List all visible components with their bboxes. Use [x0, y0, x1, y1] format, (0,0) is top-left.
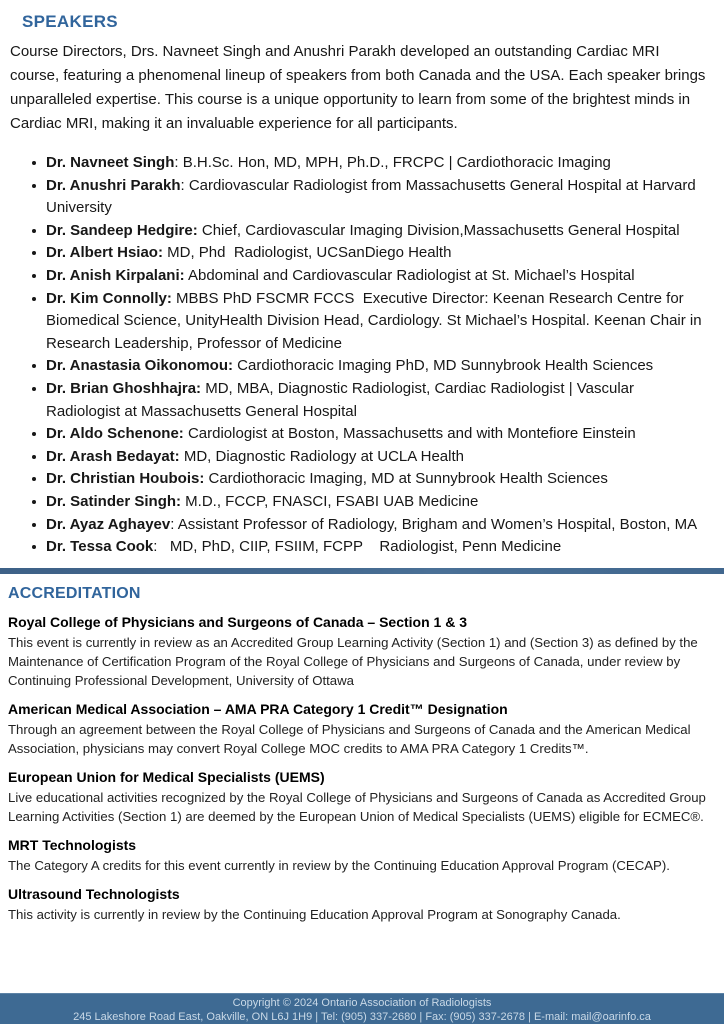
accreditation-ama: [8, 690, 716, 758]
footer-copyright: Copyright © 2024 Ontario Association of Radiologists: [232, 997, 492, 1009]
speaker-item: [30, 536, 702, 559]
accreditation-ultrasound: [8, 875, 716, 924]
speaker-item: [30, 446, 702, 469]
speaker-name: Dr. Kim Connolly:: [46, 289, 172, 307]
speaker-name: Dr. Ayaz Aghayev: [46, 515, 171, 533]
accreditation-body: Through an agreement between the Royal College of Physicians and Surgeons of Canada and the American Medical Association, physicians may convert Royal College MOC credits to AMA PRA Category 1 Credits™.: [8, 721, 691, 756]
speaker-desc: : Cardiovascular Radiologist from Massachusetts General Hospital at Harvard University: [46, 176, 700, 217]
speaker-item: [30, 288, 706, 356]
accreditation-body: The Category A credits for this event currently in review by the Continuing Education Approval Program (CECAP).: [8, 857, 670, 873]
speaker-desc: MD, Phd Radiologist, UCSanDiego Health: [162, 244, 452, 262]
speaker-name: Dr. Aldo Schenone:: [46, 425, 184, 443]
speakers-intro: Course Directors, Drs. Navneet Singh and Anushri Parakh developed an outstanding Cardiac MRI course, featuring a phenomenal lineup of speakers from both Canada and the USA. Each speaker brings unparalleled expertise. This course is a unique opportunity to learn from some of the brightest minds in Cardiac MRI, making it an invaluable experience for all participants.: [10, 43, 706, 132]
accreditation-subheading: MRT Technologists: [8, 836, 137, 853]
speakers-heading: SPEAKERS: [22, 12, 118, 31]
speaker-name: Dr. Christian Houbois:: [46, 470, 205, 488]
speaker-item: [30, 423, 702, 446]
footer-contact: 245 Lakeshore Road East, Oakville, ON L6J 1H9 | Tel: (905) 337-2680 | Fax: (905) 337-2678 | E-mail: mail@oarinfo.ca: [73, 1011, 651, 1023]
speaker-desc: : Assistant Professor of Radiology, Brigham and Women’s Hospital, Boston, MA: [170, 515, 698, 533]
speaker-desc: Cardiologist at Boston, Massachusetts and with Montefiore Einstein: [183, 425, 636, 443]
speaker-name: Dr. Anish Kirpalani:: [46, 266, 185, 284]
speaker-name: Dr. Anushri Parakh: [46, 176, 181, 194]
speaker-name: Dr. Satinder Singh:: [46, 492, 182, 510]
speaker-desc: MBBS PhD FSCMR FCCS Executive Director: Keenan Research Centre for Biomedical Science, UnityHealth Division Head, Cardiology. St Michael’s Hospital. Keenan Chair in Research Leadership, Professor of Medicine: [46, 289, 706, 352]
speaker-item: [30, 175, 702, 220]
speaker-item: [30, 220, 702, 243]
accreditation-body: This event is currently in review as an Accredited Group Learning Activity (Section 1) and (Section 3) as defined by the Maintenance of Certification Program of the Royal College of Physicians and Surgeons of Canada, under review by Continuing Professional Development, University of Ottawa: [8, 634, 698, 688]
speaker-desc: : B.H.Sc. Hon, MD, MPH, Ph.D., FRCPC | Cardiothoracic Imaging: [174, 154, 611, 171]
speaker-name: Dr. Albert Hsiao:: [46, 244, 163, 262]
speaker-name: Dr. Sandeep Hedgire:: [46, 221, 198, 239]
speaker-name: Dr. Brian Ghoshhajra:: [46, 379, 202, 397]
accreditation-uems: [8, 758, 716, 826]
accreditation-royal-college: [8, 603, 716, 690]
speaker-item: [30, 152, 702, 175]
speaker-name: Dr. Arash Bedayat:: [46, 447, 180, 465]
speaker-desc: : MD, PhD, CIIP, FSIIM, FCPP Radiologist, Penn Medicine: [153, 538, 562, 556]
speaker-item: [30, 355, 702, 378]
speaker-item: [30, 468, 702, 491]
speaker-desc: Abdominal and Cardiovascular Radiologist at St. Michael’s Hospital: [184, 266, 635, 284]
accreditation-mrt: [8, 826, 716, 875]
speaker-item: [30, 514, 702, 537]
speaker-desc: Cardiothoracic Imaging, MD at Sunnybrook Health Sciences: [204, 470, 608, 488]
accreditation-subheading: European Union for Medical Specialists (UEMS): [8, 768, 325, 785]
speaker-item: [30, 265, 702, 288]
speaker-name: Dr. Navneet Singh: [46, 154, 175, 171]
speaker-desc: Chief, Cardiovascular Imaging Division,Massachusetts General Hospital: [197, 221, 680, 239]
accreditation-section: [0, 574, 724, 924]
speaker-list: [30, 152, 706, 559]
accreditation-subheading: Ultrasound Technologists: [8, 885, 180, 902]
speaker-desc: M.D., FCCP, FNASCI, FSABI UAB Medicine: [181, 492, 479, 510]
speaker-desc: MD, MBA, Diagnostic Radiologist, Cardiac Radiologist | Vascular Radiologist at Massachusetts General Hospital: [46, 379, 639, 420]
speaker-item: [30, 242, 702, 265]
accreditation-heading: ACCREDITATION: [8, 584, 141, 602]
speaker-desc: MD, Diagnostic Radiology at UCLA Health: [179, 447, 464, 465]
page-footer: [0, 993, 724, 1024]
speaker-item: [30, 378, 702, 423]
speaker-item: [30, 491, 702, 514]
speaker-name: Dr. Anastasia Oikonomou:: [46, 357, 233, 375]
speaker-name: Dr. Tessa Cook: [46, 538, 154, 556]
accreditation-subheading: American Medical Association – AMA PRA Category 1 Credit™ Designation: [8, 700, 508, 717]
speaker-desc: Cardiothoracic Imaging PhD, MD Sunnybrook Health Sciences: [232, 357, 654, 375]
accreditation-subheading: Royal College of Physicians and Surgeons of Canada – Section 1 & 3: [8, 613, 468, 630]
accreditation-body: This activity is currently in review by the Continuing Education Approval Program at Sonography Canada.: [8, 906, 621, 922]
accreditation-body: Live educational activities recognized by the Royal College of Physicians and Surgeons of Canada as Accredited Group Learning Activities (Section 1) are deemed by the European Union of Medical Specialists (UEMS) eligible for ECMEC®.: [8, 789, 706, 824]
